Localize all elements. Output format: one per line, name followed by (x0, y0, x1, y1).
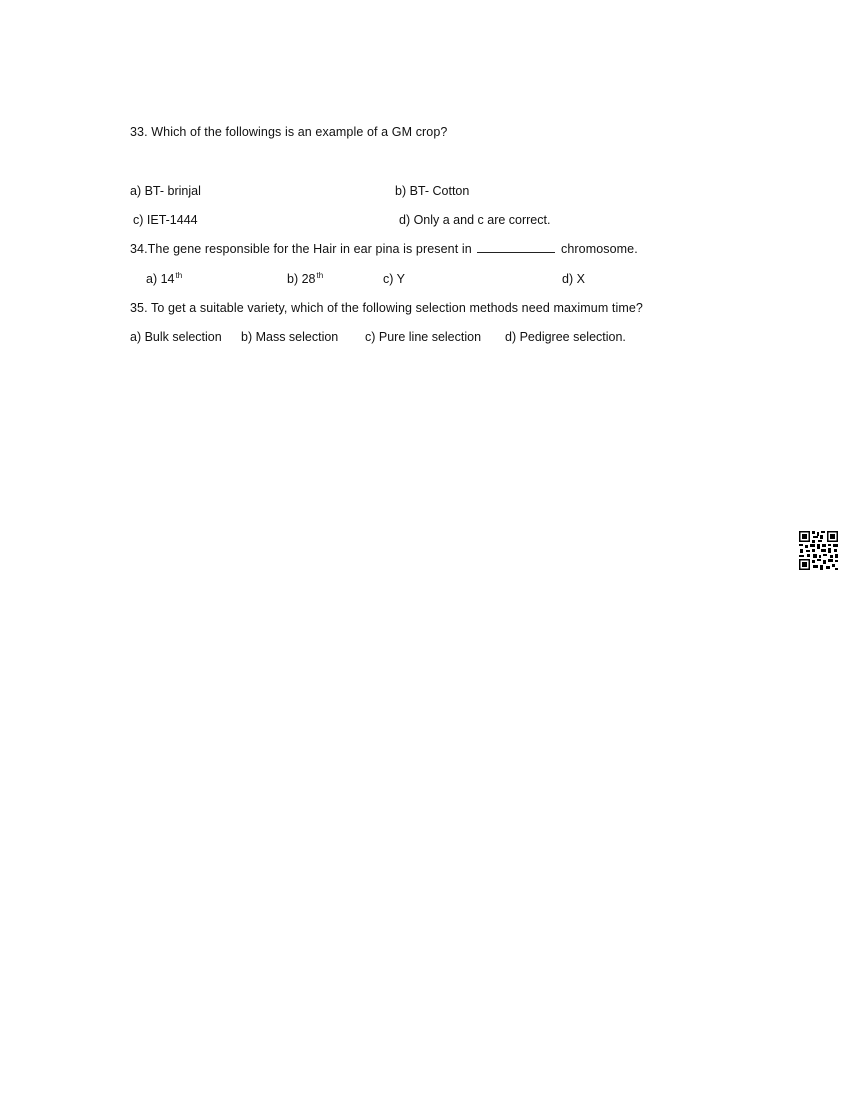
q34-option-c: c) Y (383, 272, 405, 286)
q33-option-c: c) IET-1444 (133, 213, 198, 227)
question-34-text-end: chromosome. (560, 242, 638, 256)
q35-option-b: b) Mass selection (241, 330, 339, 344)
question-34 (130, 241, 638, 257)
question-34-text: 34.The gene responsible for the Hair in ear pina is present in (130, 242, 472, 256)
q34-option-d: d) X (562, 272, 585, 286)
q34-option-a-text: a) 14 (146, 272, 175, 286)
q33-option-b: b) BT- Cotton (395, 184, 470, 198)
q35-option-c: c) Pure line selection (365, 330, 482, 344)
q34-option-b-text: b) 28 (287, 272, 316, 286)
q34-option-b (287, 271, 323, 287)
question-35: 35. To get a suitable variety, which of the following selection methods need maximum time? (130, 301, 643, 315)
q34-option-a-sup: th (175, 270, 183, 280)
q34-option-b-sup: th (316, 270, 324, 280)
q33-option-a: a) BT- brinjal (130, 184, 201, 198)
qr-code-icon (798, 530, 839, 571)
q34-option-a (146, 271, 182, 287)
q35-option-a: a) Bulk selection (130, 330, 222, 344)
q33-option-d: d) Only a and c are correct. (399, 213, 551, 227)
fill-in-blank (477, 241, 555, 253)
question-33: 33. Which of the followings is an example of a GM crop? (130, 125, 448, 139)
q35-option-d: d) Pedigree selection. (505, 330, 626, 344)
